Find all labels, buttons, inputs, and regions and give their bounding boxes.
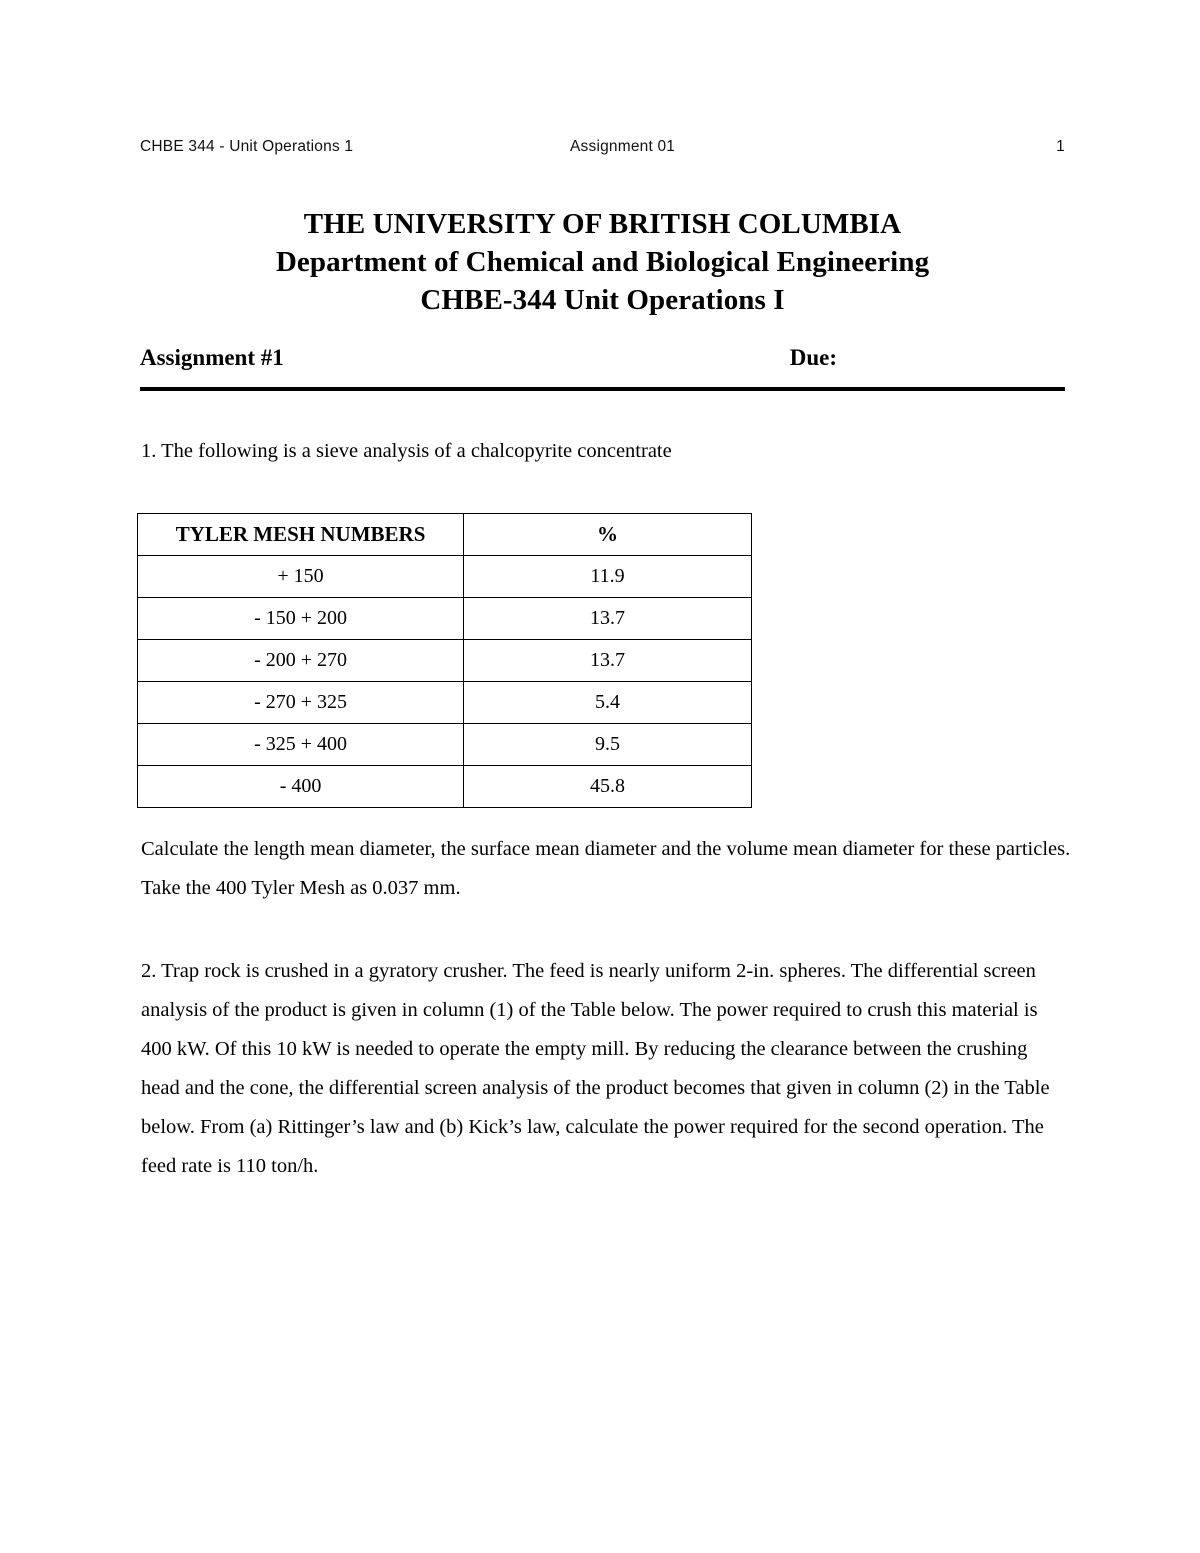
- table-row: [138, 766, 752, 808]
- cell-percent: 9.5: [464, 724, 752, 766]
- cell-percent: 13.7: [464, 640, 752, 682]
- sieve-analysis-table: [137, 513, 752, 808]
- table-row: [138, 640, 752, 682]
- table-row: [138, 556, 752, 598]
- header-page-number: 1: [1056, 138, 1065, 155]
- table-row: [138, 682, 752, 724]
- running-header: [140, 138, 1065, 156]
- title-block: [140, 205, 1065, 319]
- title-university: THE UNIVERSITY OF BRITISH COLUMBIA: [303, 208, 902, 240]
- header-assignment: Assignment 01: [570, 138, 676, 155]
- question-1-followup: Calculate the length mean diameter, the surface mean diameter and the volume mean diameter for these particles. Take the 400 Tyler Mesh as 0.037 mm.: [141, 838, 1071, 899]
- cell-percent: 45.8: [464, 766, 752, 808]
- cell-mesh: - 325 + 400: [138, 724, 464, 766]
- cell-percent: 5.4: [464, 682, 752, 724]
- cell-percent: 13.7: [464, 598, 752, 640]
- horizontal-rule: [140, 387, 1065, 391]
- cell-percent: 11.9: [464, 556, 752, 598]
- title-course: CHBE-344 Unit Operations I: [420, 284, 785, 316]
- column-header-mesh: TYLER MESH NUMBERS: [138, 514, 464, 556]
- due-label: Due:: [789, 345, 837, 370]
- column-header-percent: %: [464, 514, 752, 556]
- cell-mesh: - 400: [138, 766, 464, 808]
- question-1-intro: 1. The following is a sieve analysis of a chalcopyrite concentrate: [141, 440, 672, 462]
- header-course: CHBE 344 - Unit Operations 1: [140, 138, 354, 155]
- table-header-row: [138, 514, 752, 556]
- assignment-row: [140, 345, 1065, 371]
- cell-mesh: - 150 + 200: [138, 598, 464, 640]
- table-row: [138, 724, 752, 766]
- cell-mesh: + 150: [138, 556, 464, 598]
- question-2: 2. Trap rock is crushed in a gyratory crusher. The feed is nearly uniform 2-in. spheres. The differential screen analysis of the product is given in column (1) of the Table below. The power required to crush this material is 400 kW. Of this 10 kW is needed to operate the empty mill. By reducing the clearance between the crushing head and the cone, the differential screen analysis of the product becomes that given in column (2) in the Table below. From (a) Rittinger’s law and (b) Kick’s law, calculate the power required for the second operation. The feed rate is 110 ton/h.: [141, 960, 1050, 1177]
- cell-mesh: - 270 + 325: [138, 682, 464, 724]
- table-row: [138, 598, 752, 640]
- assignment-label: Assignment #1: [140, 345, 284, 370]
- cell-mesh: - 200 + 270: [138, 640, 464, 682]
- title-department: Department of Chemical and Biological Engineering: [275, 246, 930, 278]
